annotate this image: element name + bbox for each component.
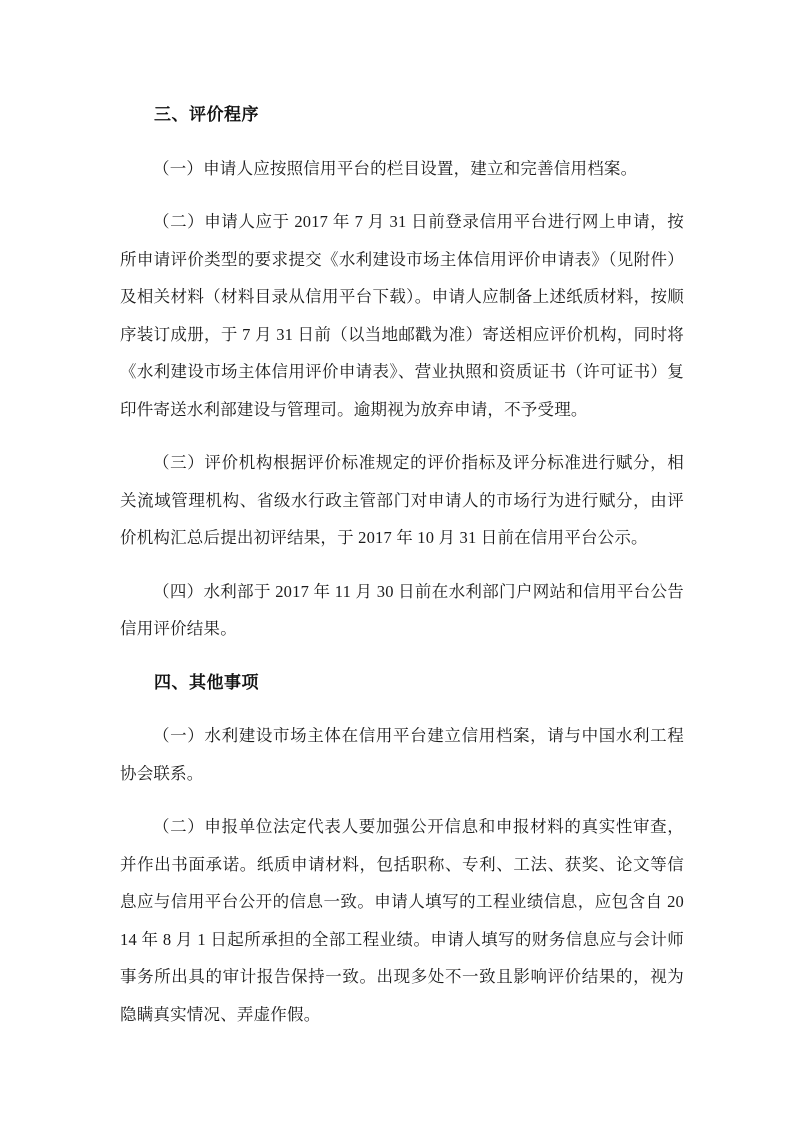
section-4-paragraph-2: （二）申报单位法定代表人要加强公开信息和申报材料的真实性审查，并作出书面承诺。纸质申请材料，包括职称、专利、工法、获奖、论文等信息应与信用平台公开的信息一致。申请人填写的工程业绩信息，应包含自 2014 年 8 月 1 日起所承担的全部工程业绩。申请人填写的财务信息应与会计师事务所出具的审计报告保持一致。出现多处不一致且影响评价结果的，视为隐瞒真实情况、弄虚作假。 [120, 817, 684, 1024]
section-4 [120, 664, 684, 1034]
section-3-paragraph-1: （一）申请人应按照信用平台的栏目设置，建立和完善信用档案。 [153, 158, 638, 178]
section-3-paragraph-3: （三）评价机构根据评价标准规定的评价指标及评分标准进行赋分，相关流域管理机构、省级水行政主管部门对申请人的市场行为进行赋分，由评价机构汇总后提出初评结果，于 2017 年 10 月 31 日前在信用平台公示。 [120, 453, 684, 547]
section-3 [120, 96, 684, 648]
section-4-paragraph-1: （一）水利建设市场主体在信用平台建立信用档案，请与中国水利工程协会联系。 [120, 726, 684, 783]
section-4-heading: 四、其他事项 [154, 672, 259, 692]
section-3-paragraph-4: （四）水利部于 2017 年 11 月 30 日前在水利部门户网站和信用平台公告信用评价结果。 [120, 581, 684, 638]
section-3-heading: 三、评价程序 [154, 105, 259, 124]
section-3-paragraph-2: （二）申请人应于 2017 年 7 月 31 日前登录信用平台进行网上申请，按所申请评价类型的要求提交《水利建设市场主体信用评价申请表》（见附件）及相关材料（材料目录从信用平台下载）。申请人应制备上述纸质材料，按顺序装订成册，于 7 月 31 日前（以当地邮戳为准）寄送相应评价机构，同时将《水利建设市场主体信用评价申请表》、营业执照和资质证书（许可证书）复印件寄送水利部建设与管理司。逾期视为放弃申请，不予受理。 [120, 212, 684, 419]
